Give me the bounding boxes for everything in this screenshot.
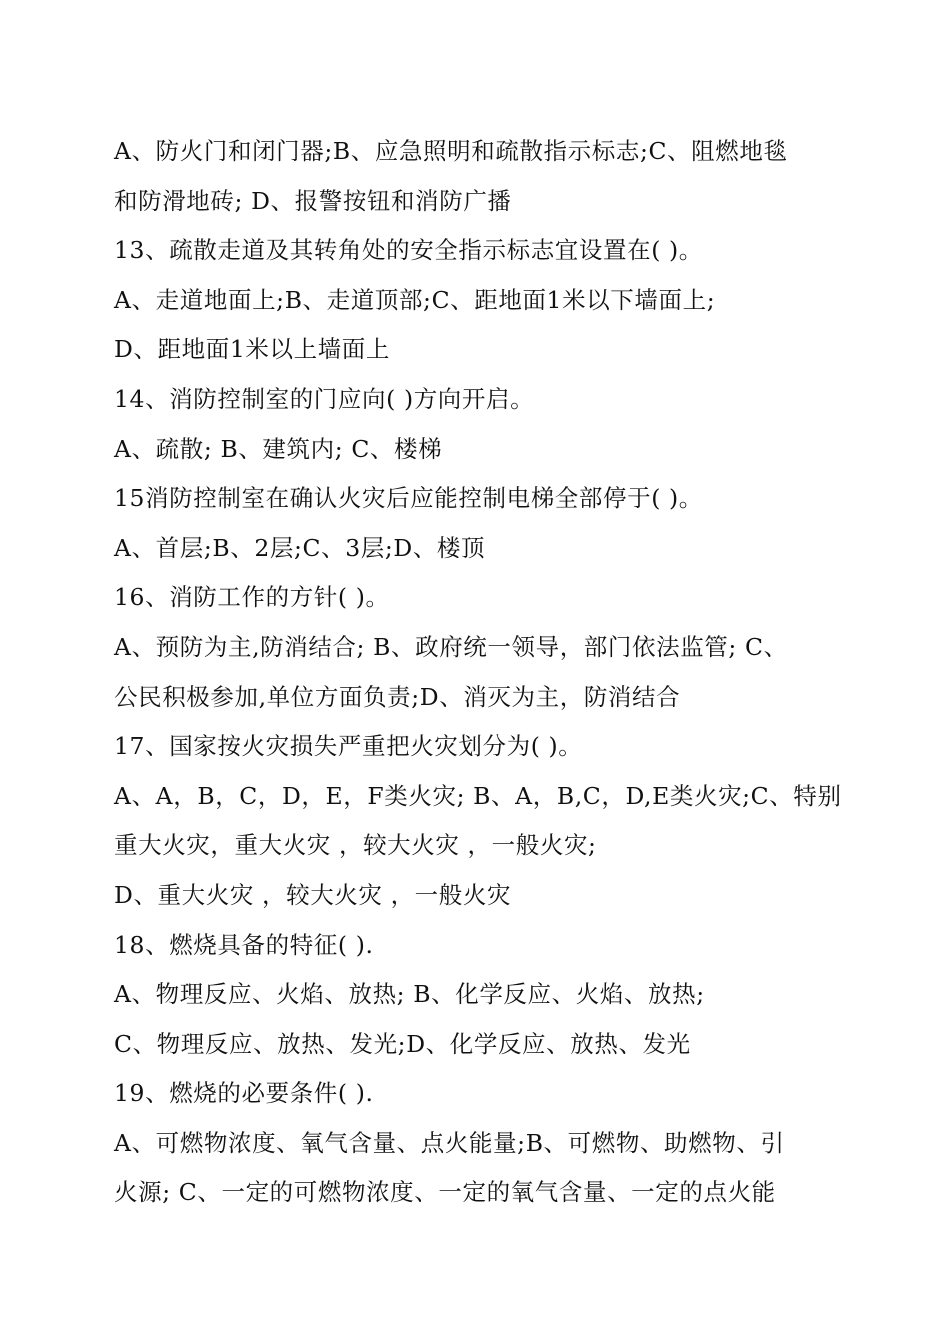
options-line: 重大火灾，重大火灾 ，较大火灾 ，一般火灾; <box>114 831 597 860</box>
question-line: 15消防控制室在确认火灾后应能控制电梯全部停于( )。 <box>114 484 703 513</box>
options-line: A、A，B，C，D，E，F类火灾; B、A，B,C，D,E类火灾;C、特别 <box>114 781 842 810</box>
options-line: C、物理反应、放热、发光;D、化学反应、放热、发光 <box>114 1029 691 1058</box>
question-line: 19、燃烧的必要条件( ). <box>114 1079 374 1108</box>
options-line: 公民积极参加,单位方面负责;D、消灭为主，防消结合 <box>114 682 681 711</box>
options-line: D、重大火灾 ，较大火灾 ，一般火灾 <box>114 880 512 909</box>
question-line: 14、消防控制室的门应向( )方向开启。 <box>114 384 535 413</box>
text-line: A、防火门和闭门器;B、应急照明和疏散指示标志;C、阻燃地毯 <box>114 137 788 165</box>
options-line: A、疏散; B、建筑内; C、楼梯 <box>114 434 443 463</box>
text-line: 和防滑地砖; D、报警按钮和消防广播 <box>114 186 512 215</box>
options-line: 火源; C、一定的可燃物浓度、一定的氧气含量、一定的点火能 <box>114 1178 776 1207</box>
options-line: D、距地面1米以上墙面上 <box>114 335 390 364</box>
question-line: 17、国家按火灾损失严重把火灾划分为( )。 <box>114 732 583 761</box>
question-line: 16、消防工作的方针( )。 <box>114 583 390 612</box>
question-line: 18、燃烧具备的特征( ). <box>114 930 374 959</box>
options-line: A、首层;B、2层;C、3层;D、楼顶 <box>114 533 486 562</box>
options-line: A、物理反应、火焰、放热; B、化学反应、火焰、放热; <box>114 980 705 1009</box>
options-line: A、预防为主,防消结合; B、政府统一领导，部门依法监管; C、 <box>114 632 788 661</box>
document-body <box>114 127 844 1218</box>
options-line: A、走道地面上;B、走道顶部;C、距地面1米以下墙面上; <box>114 285 716 314</box>
options-line: A、可燃物浓度、氧气含量、点火能量;B、可燃物、助燃物、引 <box>114 1128 785 1157</box>
question-line: 13、疏散走道及其转角处的安全指示标志宜设置在( )。 <box>114 236 703 265</box>
